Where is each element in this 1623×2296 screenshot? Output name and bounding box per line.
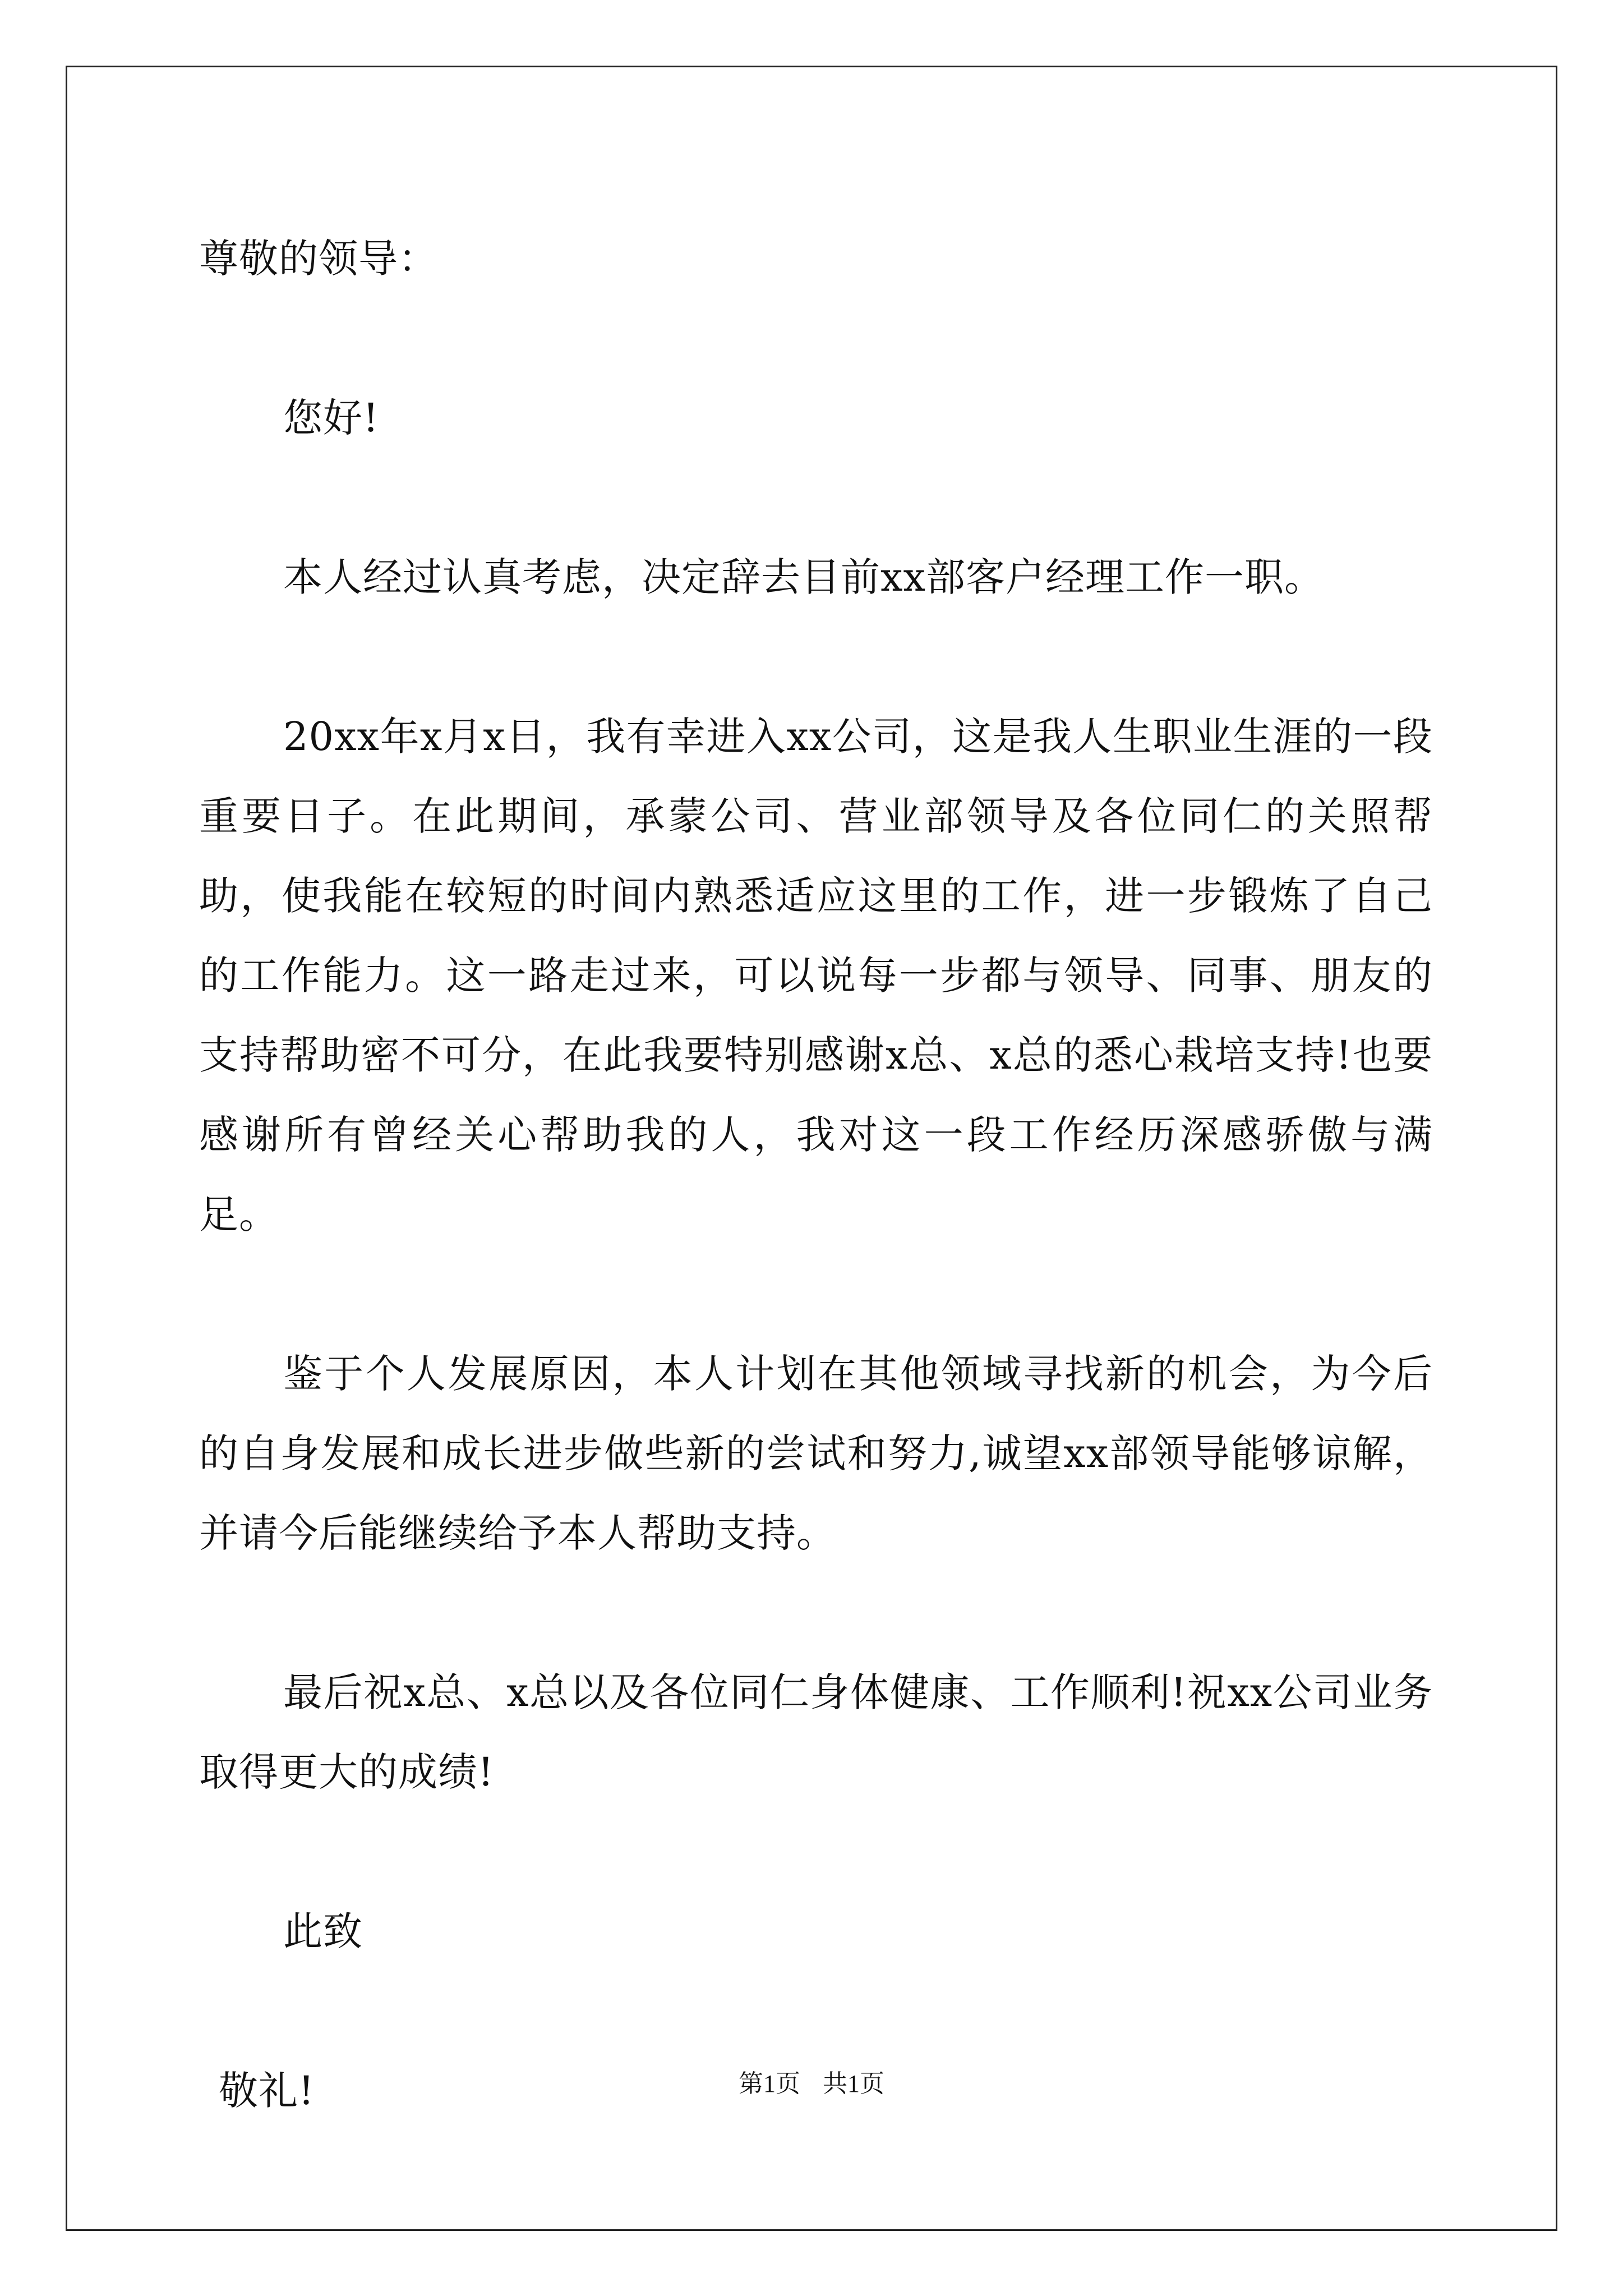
closing-regards: 敬礼!: [219, 2068, 315, 2114]
page-footer: [0, 2063, 1623, 2099]
salutation: 尊敬的领导：: [199, 236, 438, 282]
paragraph-resignation: 本人经过认真考虑，决定辞去目前xx部客户经理工作一职。: [283, 554, 1324, 600]
greeting: 您好!: [283, 395, 380, 441]
paragraph-wishes: 最后祝x总、x总以及各位同仁身体健康、工作顺利!祝xx公司业务取得更大的成绩!: [199, 1669, 1433, 1795]
page-total: 共1页: [823, 2070, 884, 2097]
closing-salute: 此致: [283, 1908, 363, 1954]
letter-body: [199, 219, 1433, 2131]
paragraph-reason: 鉴于个人发展原因，本人计划在其他领域寻找新的机会，为今后的自身发展和成长进步做些新的尝试和努力,诚望xx部领导能够谅解，并请今后能继续给予本人帮助支持。: [199, 1351, 1433, 1556]
page-number: 第1页: [739, 2070, 800, 2097]
paragraph-gratitude: 20xx年x月x日，我有幸进入xx公司，这是我人生职业生涯的一段重要日子。在此期间，承蒙公司、营业部领导及各位同仁的关照帮助，使我能在较短的时间内熟悉适应这里的工作，进一步锻炼了自己的工作能力。这一路走过来，可以说每一步都与领导、同事、朋友的支持帮助密不可分，在此我要特别感谢x总、x总的悉心栽培支持!也要感谢所有曾经关心帮助我的人，我对这一段工作经历深感骄傲与满足。: [199, 714, 1433, 1237]
